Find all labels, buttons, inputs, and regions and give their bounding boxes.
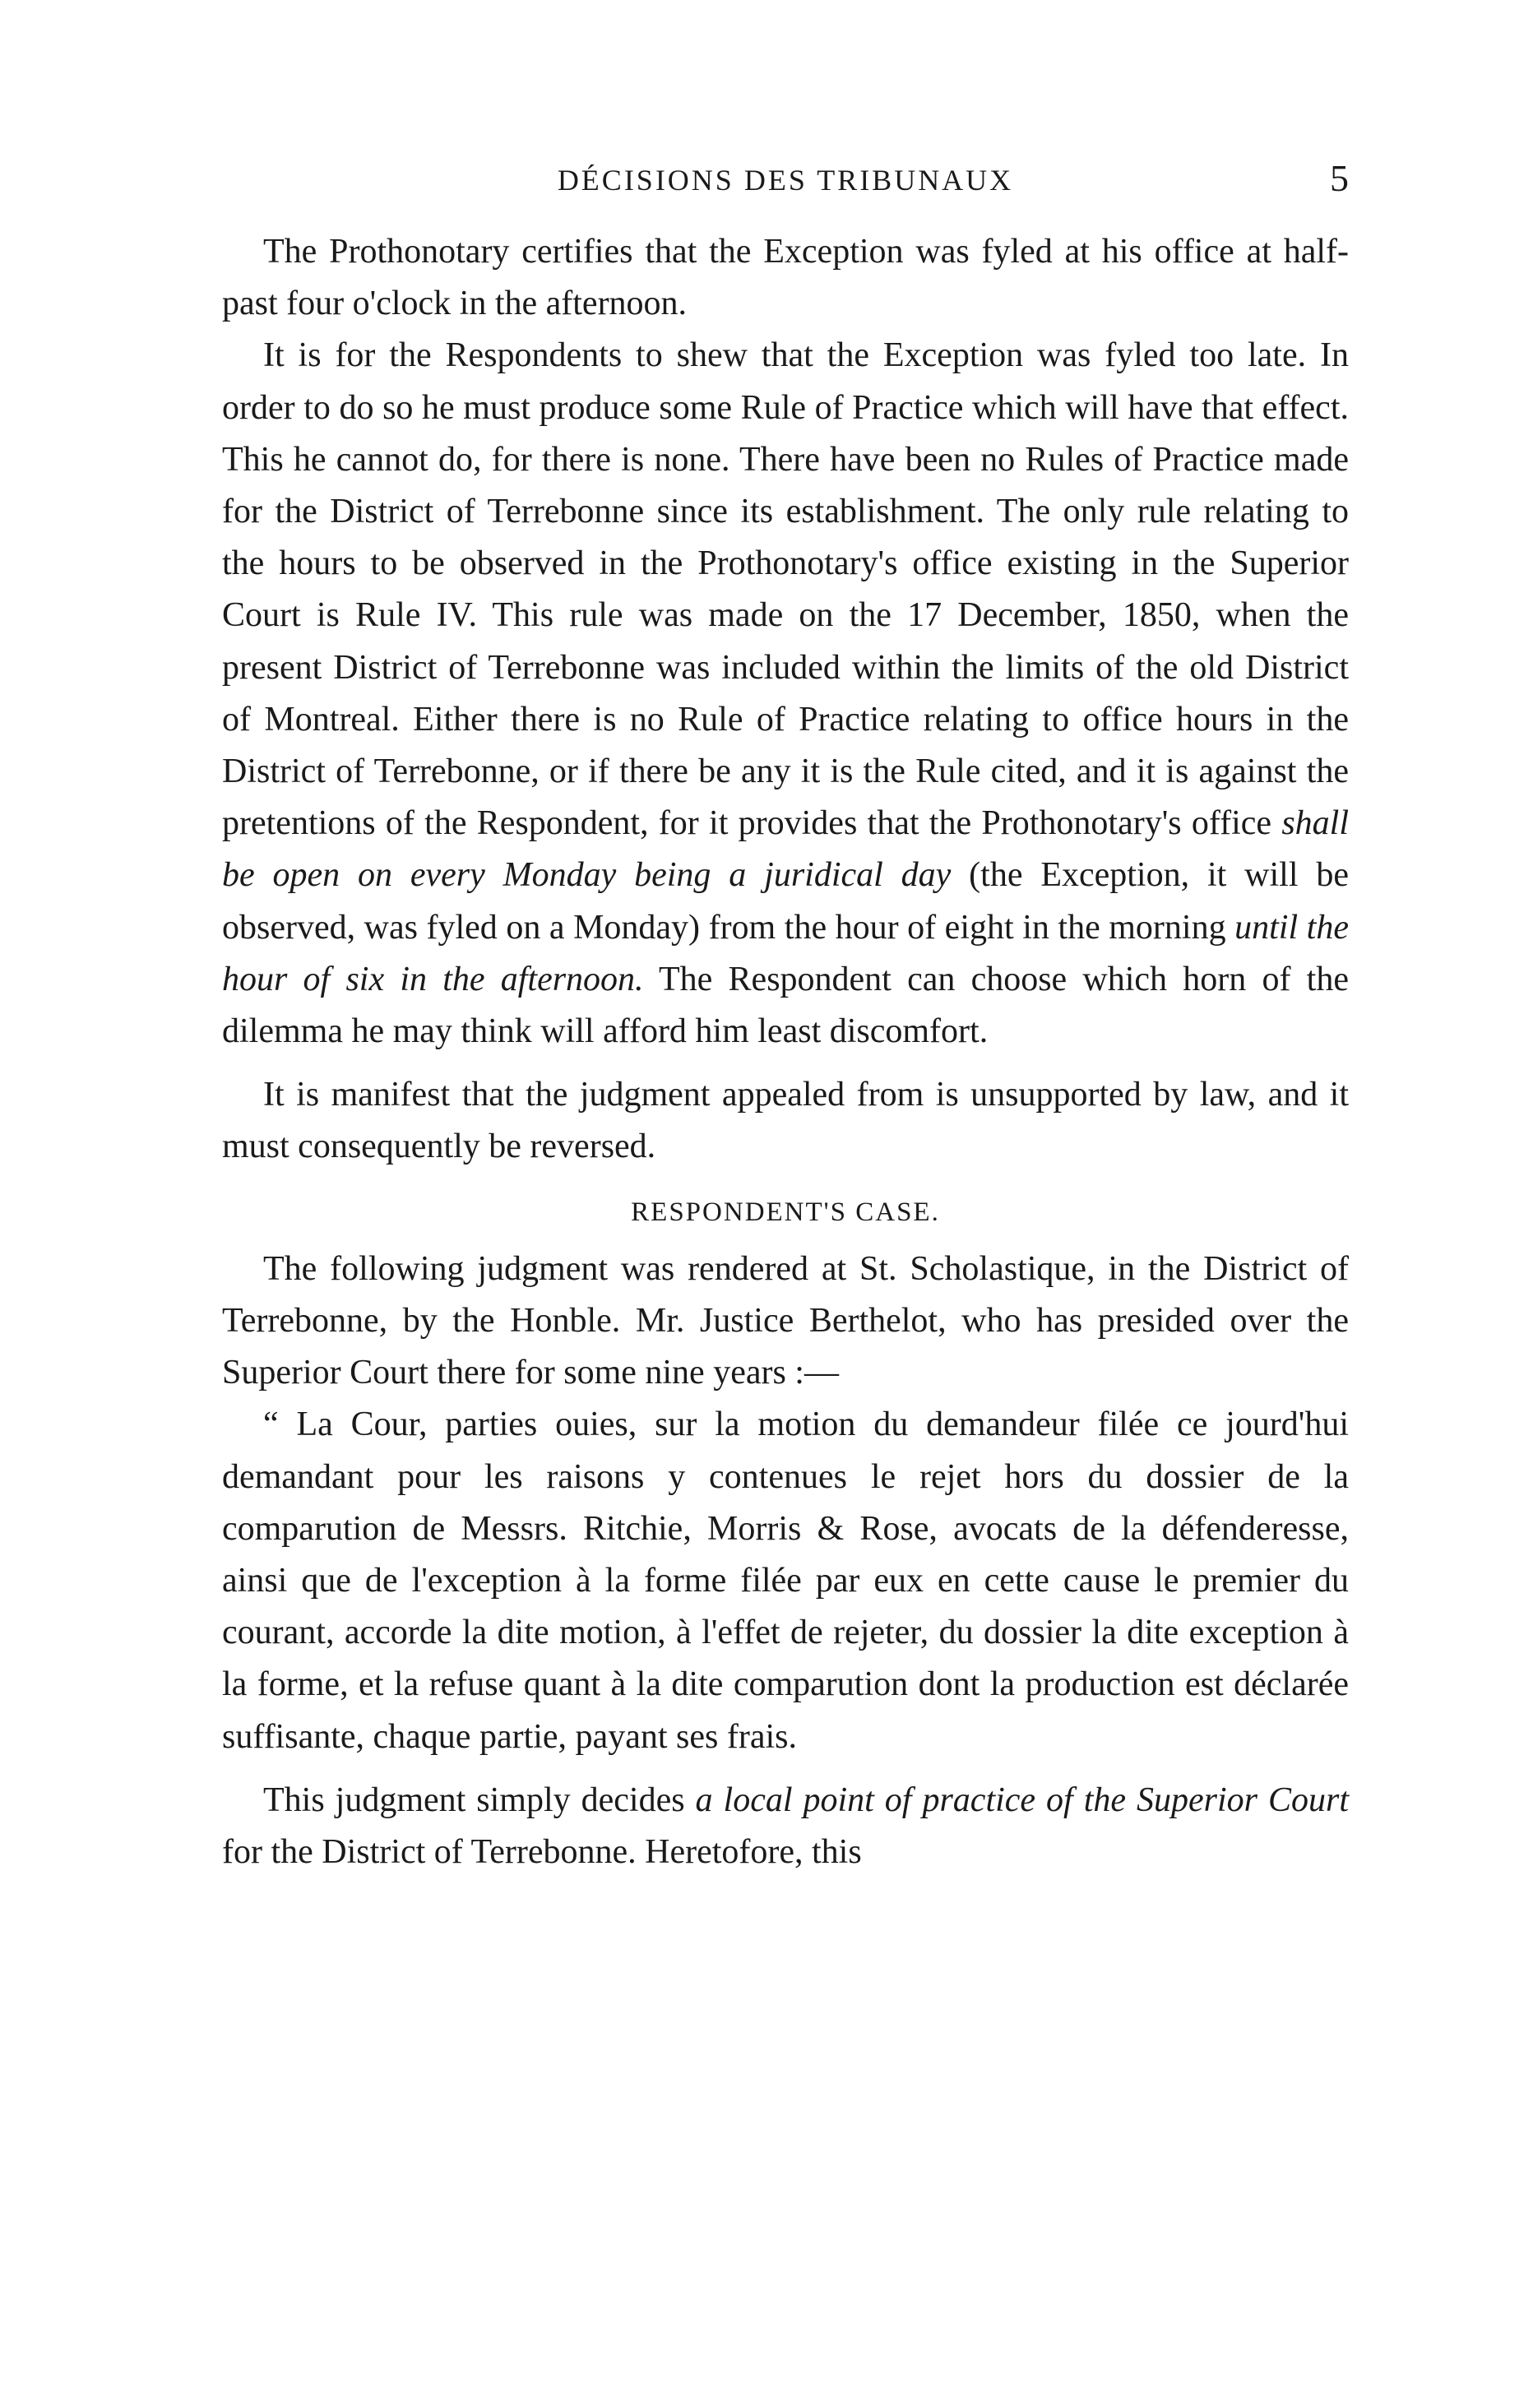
italic-phrase: a local point of practice of the Superior Court: [695, 1781, 1350, 1819]
running-head: [222, 156, 1349, 206]
paragraph-rules-of-practice: [222, 330, 1349, 1058]
paragraph-text: It is for the Respondents to shew that the Exception was fyled too late. In order to do so he must produce some Rule of Practice which will have that effect. This he cannot do, for there is none. There have been no Rules of Practice made for the District of Terrebonne since its establishment. The only rule relating to the hours to be observed in the Prothonotary's office existing in the Superior Court is Rule IV. This rule was made on the 17 December, 1850, when the present District of Terrebonne was included within the limits of the old District of Montreal. Either there is no Rule of Practice relating to office hours in the District of Terrebonne, or if there be any it is the Rule cited, and it is against the pretentions of the Respondent, for it provides that the Prothonotary's office: [222, 336, 1349, 843]
paragraph-text: for the District of Terrebonne. Heretofore, this: [222, 1833, 862, 1872]
body-text: [222, 226, 1349, 1878]
paragraph-court-judgment-quote: “ La Cour, parties ouies, sur la motion du demandeur filée ce jourd'hui demandant pour les raisons y contenues le rejet hors du dossier de la comparution de Messrs. Ritchie, Morris & Rose, avocats de la défenderesse, ainsi que de l'exception à la forme filée par eux en cette cause le premier du courant, accorde la dite motion, à l'effet de rejeter, du dossier la dite exception à la forme, et la refuse quant à la dite comparution dont la production est déclarée suffisante, chaque partie, payant ses frais.: [222, 1405, 1349, 1756]
paragraph-judgment-intro: The following judgment was rendered at St. Scholastique, in the District of Terrebonne, by the Honble. Mr. Justice Berthelot, who has presided over the Superior Court there for some nine years :—: [222, 1249, 1349, 1392]
section-heading: RESPONDENT'S CASE.: [631, 1197, 940, 1227]
paragraph-text: (the Exception, it will be observed, was fyled on a Monday) from the hour of eight in the morning: [222, 856, 1349, 947]
paragraph-gap: [222, 1058, 1349, 1069]
running-title: DÉCISIONS DES TRIBUNAUX: [557, 164, 1014, 197]
paragraph-gap: [222, 1174, 1349, 1185]
paragraph-text: This judgment simply decides: [263, 1781, 696, 1819]
italic-quotation: shall be open on every Monday being a juridical day: [222, 804, 1349, 895]
paragraph-gap: [222, 1763, 1349, 1775]
paragraph-judgment-analysis: [222, 1775, 1349, 1878]
paragraph-conclusion: It is manifest that the judgment appealed from is unsupported by law, and it must consequently be reversed.: [222, 1076, 1349, 1166]
paragraph-prothonotary-certificate: The Prothonotary certifies that the Exception was fyled at his office at half-past four o'clock in the afternoon.: [222, 233, 1349, 323]
italic-quotation: until the hour of six in the afternoon.: [222, 908, 1349, 998]
paragraph-text: The Respondent can choose which horn of the dilemma he may think will afford him least discomfort.: [222, 960, 1349, 1051]
page-number: 5: [1330, 157, 1349, 199]
